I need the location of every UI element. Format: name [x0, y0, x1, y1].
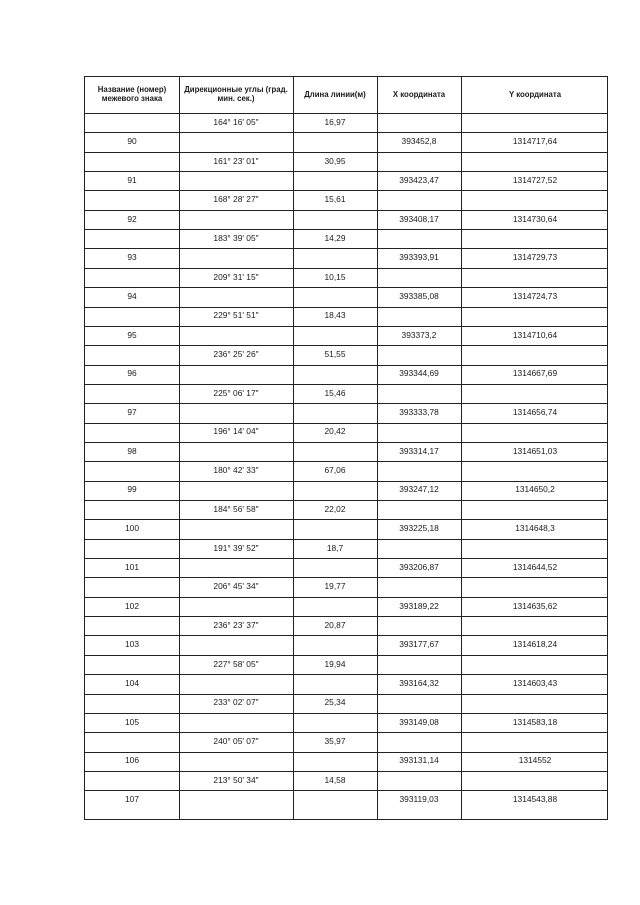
row-divider [85, 190, 179, 191]
x-coordinate-cell: 393333,78 [399, 407, 439, 418]
row-divider [377, 345, 607, 346]
line-length-cell: 67,06 [324, 465, 346, 476]
row-divider [179, 442, 377, 443]
direction-angle-cell: 233° 02' 07" [213, 697, 259, 708]
line-length-cell: 10,15 [324, 271, 346, 282]
row-divider [377, 461, 607, 462]
line-length-cell: 20,42 [324, 426, 346, 437]
y-coordinate-cell: 1314724,73 [512, 290, 558, 301]
direction-angle-cell: 240° 05' 07" [213, 736, 259, 747]
mark-name-cell: 94 [127, 290, 137, 301]
x-coordinate-cell: 393344,69 [399, 368, 439, 379]
mark-name-cell: 95 [127, 329, 137, 340]
y-coordinate-cell: 1314667,69 [512, 368, 558, 379]
mark-name-cell: 93 [127, 252, 137, 263]
line-length-cell: 35,97 [324, 736, 346, 747]
x-coordinate-cell: 393119,03 [399, 794, 439, 805]
direction-angle-cell: 209° 31' 15" [213, 271, 259, 282]
mark-name-cell: 96 [127, 368, 137, 379]
row-divider [377, 500, 607, 501]
x-coordinate-cell: 393177,67 [399, 639, 439, 650]
mark-name-cell: 102 [125, 600, 139, 611]
header-y-coordinate: Y координата [508, 89, 562, 99]
y-coordinate-cell: 1314543,88 [512, 794, 558, 805]
direction-angle-cell: 236° 23' 37" [213, 619, 259, 630]
x-coordinate-cell: 393164,32 [399, 677, 439, 688]
row-divider [179, 248, 377, 249]
row-divider [179, 519, 377, 520]
row-divider [179, 365, 377, 366]
row-divider [179, 287, 377, 288]
row-divider [377, 771, 607, 772]
row-divider [377, 539, 607, 540]
direction-angle-cell: 225° 06' 17" [213, 387, 259, 398]
row-divider [85, 771, 179, 772]
line-length-cell: 20,87 [324, 619, 346, 630]
line-length-cell: 19,94 [324, 658, 346, 669]
y-coordinate-cell: 1314552 [518, 755, 552, 766]
row-divider [85, 423, 179, 424]
row-divider [179, 326, 377, 327]
row-divider [377, 577, 607, 578]
line-length-cell: 15,46 [324, 387, 346, 398]
row-divider [85, 500, 179, 501]
x-coordinate-cell: 393408,17 [399, 213, 439, 224]
row-divider [377, 190, 607, 191]
x-coordinate-cell: 393373,2 [401, 329, 437, 340]
row-divider [179, 597, 377, 598]
x-coordinate-cell: 393423,47 [399, 174, 439, 185]
row-divider [85, 539, 179, 540]
x-coordinate-cell: 393149,08 [399, 716, 439, 727]
row-divider [377, 229, 607, 230]
y-coordinate-cell: 1314648,3 [515, 523, 555, 534]
mark-name-cell: 98 [127, 445, 137, 456]
x-coordinate-cell: 393189,22 [399, 600, 439, 611]
header-direction-angle: Дирекционные углы (град. мин. сек.) [184, 85, 288, 103]
row-divider [377, 423, 607, 424]
x-coordinate-cell: 393452,8 [401, 136, 437, 147]
header-x-coordinate: X координата [392, 89, 446, 99]
x-coordinate-cell: 393206,87 [399, 561, 439, 572]
row-divider [85, 732, 179, 733]
mark-name-cell: 101 [125, 561, 139, 572]
row-divider [85, 152, 179, 153]
y-coordinate-cell: 1314729,73 [512, 252, 558, 263]
line-length-cell: 51,55 [324, 349, 346, 360]
y-coordinate-cell: 1314717,64 [512, 136, 558, 147]
row-divider [179, 674, 377, 675]
header-mark-name: Название (номер) межевого знака [97, 85, 167, 103]
y-coordinate-cell: 1314651,03 [512, 445, 558, 456]
row-divider [85, 694, 179, 695]
direction-angle-cell: 184° 56' 58" [213, 503, 259, 514]
row-divider [377, 152, 607, 153]
y-coordinate-cell: 1314727,52 [512, 174, 558, 185]
header-line-length: Длина линии(м) [304, 89, 366, 99]
row-divider [179, 403, 377, 404]
row-divider [85, 229, 179, 230]
row-divider [179, 171, 377, 172]
line-length-cell: 18,43 [324, 310, 346, 321]
direction-angle-cell: 227° 58' 05" [213, 658, 259, 669]
line-length-cell: 25,34 [324, 697, 346, 708]
direction-angle-cell: 213° 50' 34" [213, 774, 259, 785]
row-divider [179, 558, 377, 559]
mark-name-cell: 106 [125, 755, 139, 766]
y-coordinate-cell: 1314583,18 [512, 716, 558, 727]
row-divider [377, 732, 607, 733]
direction-angle-cell: 191° 39' 52" [213, 542, 259, 553]
row-divider [85, 461, 179, 462]
line-length-cell: 18,7 [326, 542, 344, 553]
row-divider [85, 655, 179, 656]
row-divider [179, 210, 377, 211]
y-coordinate-cell: 1314650,2 [515, 484, 555, 495]
row-divider [377, 307, 607, 308]
x-coordinate-cell: 393131,14 [399, 755, 439, 766]
direction-angle-cell: 180° 42' 33" [213, 465, 259, 476]
row-divider [85, 616, 179, 617]
line-length-cell: 19,77 [324, 581, 346, 592]
mark-name-cell: 99 [127, 484, 137, 495]
direction-angle-cell: 161° 23' 01" [213, 155, 259, 166]
line-length-cell: 16,97 [324, 116, 346, 127]
direction-angle-cell: 206° 45' 34" [213, 581, 259, 592]
line-length-cell: 14,58 [324, 774, 346, 785]
mark-name-cell: 97 [127, 407, 137, 418]
row-divider [377, 655, 607, 656]
mark-name-cell: 107 [125, 794, 139, 805]
direction-angle-cell: 183° 39' 05" [213, 232, 259, 243]
line-length-cell: 14,29 [324, 232, 346, 243]
row-divider [85, 268, 179, 269]
row-divider [179, 481, 377, 482]
y-coordinate-cell: 1314618,24 [512, 639, 558, 650]
mark-name-cell: 90 [127, 136, 137, 147]
row-divider [179, 790, 377, 791]
line-length-cell: 30,95 [324, 155, 346, 166]
row-divider [85, 345, 179, 346]
y-coordinate-cell: 1314656,74 [512, 407, 558, 418]
coordinates-table [84, 76, 608, 820]
direction-angle-cell: 196° 14' 04" [213, 426, 259, 437]
mark-name-cell: 91 [127, 174, 137, 185]
row-divider [85, 307, 179, 308]
mark-name-cell: 92 [127, 213, 137, 224]
row-divider [377, 694, 607, 695]
x-coordinate-cell: 393225,18 [399, 523, 439, 534]
row-divider [179, 713, 377, 714]
y-coordinate-cell: 1314730,64 [512, 213, 558, 224]
mark-name-cell: 105 [125, 716, 139, 727]
row-divider [85, 577, 179, 578]
line-length-cell: 15,61 [324, 194, 346, 205]
y-coordinate-cell: 1314710,64 [512, 329, 558, 340]
mark-name-cell: 104 [125, 677, 139, 688]
row-divider [377, 268, 607, 269]
row-divider [179, 132, 377, 133]
x-coordinate-cell: 393247,12 [399, 484, 439, 495]
x-coordinate-cell: 393314,17 [399, 445, 439, 456]
mark-name-cell: 100 [125, 523, 139, 534]
y-coordinate-cell: 1314635,62 [512, 600, 558, 611]
direction-angle-cell: 168° 28' 27" [213, 194, 259, 205]
row-divider [85, 384, 179, 385]
y-coordinate-cell: 1314603,43 [512, 677, 558, 688]
line-length-cell: 22,02 [324, 503, 346, 514]
row-divider [179, 752, 377, 753]
x-coordinate-cell: 393393,91 [399, 252, 439, 263]
row-divider [179, 635, 377, 636]
mark-name-cell: 103 [125, 639, 139, 650]
direction-angle-cell: 236° 25' 26" [213, 349, 259, 360]
row-divider [377, 384, 607, 385]
direction-angle-cell: 164° 16' 05" [213, 116, 259, 127]
direction-angle-cell: 229° 51' 51" [213, 310, 259, 321]
x-coordinate-cell: 393385,08 [399, 290, 439, 301]
row-divider [377, 616, 607, 617]
y-coordinate-cell: 1314644,52 [512, 561, 558, 572]
